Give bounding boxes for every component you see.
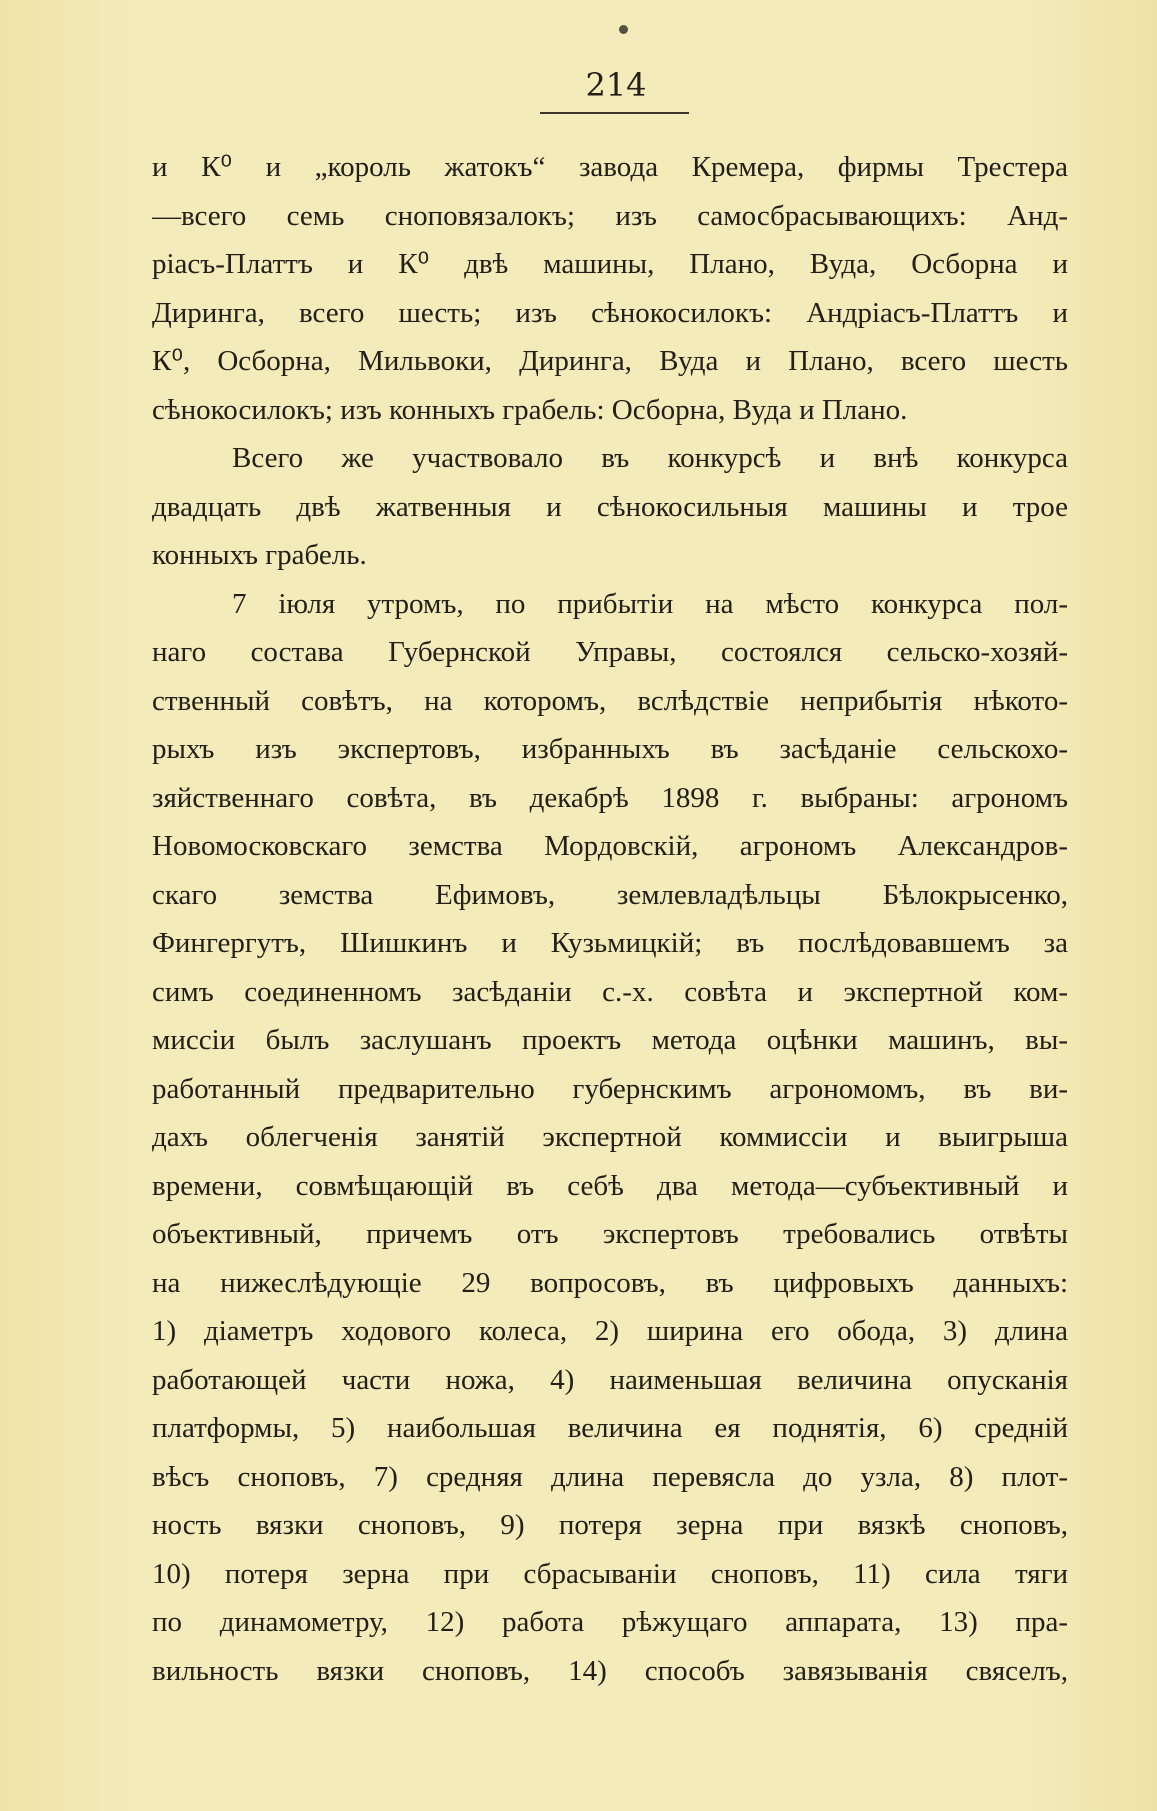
- body-text: [152, 143, 1068, 1695]
- text-line: Всего же участвовало въ конкурсѣ и внѣ конкурса: [232, 442, 1068, 474]
- text-line: —всего семь сноповязалокъ; изъ самосбрасывающихъ: Анд-: [152, 199, 1068, 232]
- text-line: времени, совмѣщающій въ себѣ два метода—субъективный и: [152, 1169, 1068, 1202]
- text-line: по динамометру, 12) работа рѣжущаго аппарата, 13) пра-: [152, 1606, 1068, 1638]
- text-line: ріасъ-Платтъ и К⁰ двѣ машины, Плано, Вуда, Осборна и: [152, 248, 1068, 280]
- text-line: скаго земства Ефимовъ, землевладѣльцы Бѣлокрысенко,: [152, 878, 1068, 911]
- text-line: и К⁰ и „король жатокъ“ завода Кремера, фирмы Трестера: [152, 151, 1068, 183]
- text-line: рыхъ изъ экспертовъ, избранныхъ въ засѣданіе сельскохо-: [152, 733, 1068, 765]
- header-rule: [540, 112, 689, 114]
- text-line: двадцать двѣ жатвенныя и сѣнокосильныя машины и трое: [152, 490, 1068, 523]
- text-line: миссіи былъ заслушанъ проектъ метода оцѣнки машинъ, вы-: [152, 1024, 1068, 1056]
- text-line: ственный совѣтъ, на которомъ, вслѣдствіе неприбытія нѣкото-: [152, 684, 1068, 717]
- text-line: наго состава Губернской Управы, состоялся сельско-хозяй-: [152, 636, 1068, 668]
- text-line: зяйственнаго совѣта, въ декабрѣ 1898 г. выбраны: агрономъ: [152, 781, 1068, 814]
- text-line: 1) діаметръ ходового колеса, 2) ширина его обода, 3) длина: [152, 1315, 1068, 1347]
- text-line: вѣсъ сноповъ, 7) средняя длина перевясла до узла, 8) плот-: [152, 1460, 1068, 1493]
- text-line: вильность вязки сноповъ, 14) способъ завязыванія свяселъ,: [152, 1654, 1068, 1687]
- text-line: ность вязки сноповъ, 9) потеря зерна при вязкѣ сноповъ,: [152, 1509, 1068, 1541]
- text-line: 7 іюля утромъ, по прибытіи на мѣсто конкурса пол-: [232, 587, 1068, 620]
- text-line: объективный, причемъ отъ экспертовъ требовались отвѣты: [152, 1218, 1068, 1250]
- text-line: Новомосковскаго земства Мордовскій, агрономъ Александров-: [152, 830, 1068, 862]
- text-line: платформы, 5) наибольшая величина ея поднятія, 6) средній: [152, 1412, 1068, 1444]
- text-line: дахъ облегченія занятій экспертной коммиссіи и выигрыша: [152, 1121, 1068, 1153]
- text-line: работающей части ножа, 4) наименьшая величина опусканія: [152, 1363, 1068, 1396]
- page-number: 214: [585, 66, 647, 104]
- text-line: сѣнокосилокъ; изъ конныхъ грабель: Осборна, Вуда и Плано.: [152, 393, 908, 426]
- text-line: 10) потеря зерна при сбрасываніи сноповъ, 11) сила тяги: [152, 1557, 1068, 1590]
- text-line: конныхъ грабель.: [152, 539, 367, 571]
- text-line: симъ соединенномъ засѣданіи с.-х. совѣта и экспертной ком-: [152, 975, 1068, 1008]
- text-line: Диринга, всего шесть; изъ сѣнокосилокъ: Андріасъ-Платтъ и: [152, 296, 1068, 329]
- text-line: Фингергутъ, Шишкинъ и Кузьмицкій; въ послѣдовавшемъ за: [152, 927, 1068, 959]
- text-line: К⁰, Осборна, Мильвоки, Диринга, Вуда и Плано, всего шесть: [152, 345, 1068, 377]
- ink-mark: [619, 25, 628, 34]
- text-line: работанный предварительно губернскимъ агрономомъ, въ ви-: [152, 1072, 1068, 1105]
- text-line: на нижеслѣдующіе 29 вопросовъ, въ цифровыхъ данныхъ:: [152, 1266, 1068, 1299]
